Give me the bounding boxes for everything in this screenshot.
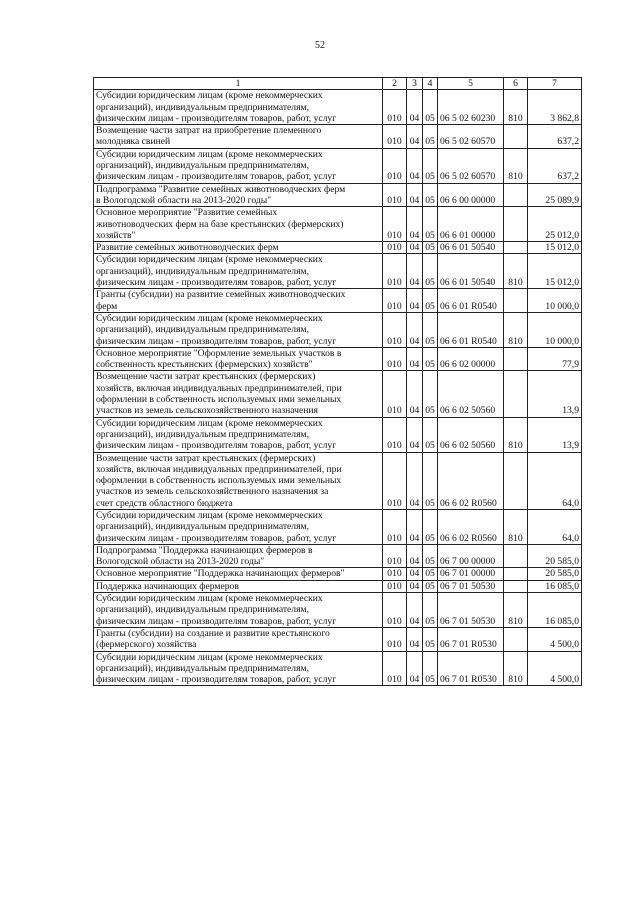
row-code-expense-type: [504, 289, 528, 313]
row-code-subsection: 05: [423, 544, 438, 568]
header-col-3: 3: [407, 78, 423, 90]
row-code-ministry: 010: [383, 289, 407, 313]
row-code-ministry: 010: [383, 417, 407, 452]
row-code-expense-type: [504, 452, 528, 509]
page-number: 52: [315, 40, 325, 51]
row-name: Основное мероприятие "Оформление земельных участков в собственность крестьянских (фермерских) хозяйств": [94, 347, 383, 371]
table-row: [94, 568, 582, 580]
row-code-target: 06 6 02 00000: [438, 347, 504, 371]
row-amount: 15 012,0: [528, 242, 582, 254]
table-row: [94, 544, 582, 568]
row-code-section: 04: [407, 183, 423, 207]
row-code-subsection: 05: [423, 651, 438, 686]
row-name: Субсидии юридическим лицам (кроме некоммерческих организаций), индивидуальным предпринимателям, физическим лицам - производителям товаров, работ, услуг: [94, 417, 383, 452]
row-code-subsection: 05: [423, 312, 438, 347]
table-row: [94, 347, 582, 371]
row-code-subsection: 05: [423, 568, 438, 580]
table-row: [94, 509, 582, 544]
row-code-subsection: 05: [423, 125, 438, 149]
row-code-section: 04: [407, 242, 423, 254]
row-amount: 77,9: [528, 347, 582, 371]
header-col-1: 1: [94, 78, 383, 90]
row-code-section: 04: [407, 627, 423, 651]
row-code-ministry: 010: [383, 452, 407, 509]
row-name: Субсидии юридическим лицам (кроме некоммерческих организаций), индивидуальным предпринимателям, физическим лицам - производителям товаров, работ, услуг: [94, 254, 383, 289]
row-code-ministry: 010: [383, 148, 407, 183]
row-code-expense-type: 810: [504, 254, 528, 289]
row-code-ministry: 010: [383, 207, 407, 242]
row-amount: 25 012,0: [528, 207, 582, 242]
row-code-section: 04: [407, 371, 423, 417]
row-code-subsection: 05: [423, 509, 438, 544]
row-amount: 10 000,0: [528, 312, 582, 347]
row-code-ministry: 010: [383, 371, 407, 417]
row-code-expense-type: [504, 347, 528, 371]
row-code-section: 04: [407, 417, 423, 452]
header-col-5: 5: [438, 78, 504, 90]
row-name: Возмещение части затрат крестьянских (фермерских) хозяйств, включая индивидуальных предпринимателей, при оформлении в собственность используемых ими земельных участков из земель сельскохозяйственного назначения за счет средств областного бюджета: [94, 452, 383, 509]
row-amount: 13,9: [528, 417, 582, 452]
table-body: [94, 90, 582, 686]
row-code-ministry: 010: [383, 242, 407, 254]
row-code-section: 04: [407, 651, 423, 686]
table-row: [94, 183, 582, 207]
row-code-ministry: 010: [383, 90, 407, 125]
row-code-section: 04: [407, 289, 423, 313]
row-name: Подпрограмма "Развитие семейных животноводческих ферм в Вологодской области на 2013-2020 годы": [94, 183, 383, 207]
row-code-subsection: 05: [423, 417, 438, 452]
row-code-subsection: 05: [423, 183, 438, 207]
row-name: Субсидии юридическим лицам (кроме некоммерческих организаций), индивидуальным предпринимателям, физическим лицам - производителям товаров, работ, услуг: [94, 148, 383, 183]
row-amount: 15 012,0: [528, 254, 582, 289]
budget-table: [93, 77, 582, 686]
row-code-subsection: 05: [423, 207, 438, 242]
table-row: [94, 452, 582, 509]
row-code-target: 06 6 02 50560: [438, 417, 504, 452]
row-amount: 16 085,0: [528, 580, 582, 592]
table-row: [94, 207, 582, 242]
row-code-target: 06 6 01 R0540: [438, 312, 504, 347]
row-code-target: 06 5 02 60570: [438, 125, 504, 149]
table-row: [94, 148, 582, 183]
row-code-section: 04: [407, 90, 423, 125]
row-code-expense-type: [504, 568, 528, 580]
row-code-target: 06 6 02 R0560: [438, 452, 504, 509]
row-code-expense-type: 810: [504, 651, 528, 686]
row-amount: 637,2: [528, 125, 582, 149]
row-name: Основное мероприятие "Развитие семейных животноводческих ферм на базе крестьянских (фермерских) хозяйств": [94, 207, 383, 242]
row-code-section: 04: [407, 254, 423, 289]
header-col-6: 6: [504, 78, 528, 90]
row-code-section: 04: [407, 580, 423, 592]
row-code-subsection: 05: [423, 254, 438, 289]
row-name: Субсидии юридическим лицам (кроме некоммерческих организаций), индивидуальным предпринимателям, физическим лицам - производителям товаров, работ, услуг: [94, 90, 383, 125]
row-code-ministry: 010: [383, 183, 407, 207]
row-name: Возмещение части затрат крестьянских (фермерских) хозяйств, включая индивидуальных предпринимателей, при оформлении в собственность используемых ими земельных участков из земель сельскохозяйственного назначения: [94, 371, 383, 417]
row-name: Возмещение части затрат на приобретение племенного молодняка свиней: [94, 125, 383, 149]
row-code-expense-type: [504, 242, 528, 254]
header-col-2: 2: [383, 78, 407, 90]
row-code-subsection: 05: [423, 289, 438, 313]
row-name: Субсидии юридическим лицам (кроме некоммерческих организаций), индивидуальным предпринимателям, физическим лицам - производителям товаров, работ, услуг: [94, 312, 383, 347]
row-code-target: 06 5 02 60570: [438, 148, 504, 183]
row-amount: 637,2: [528, 148, 582, 183]
row-name: Субсидии юридическим лицам (кроме некоммерческих организаций), индивидуальным предпринимателям, физическим лицам - производителям товаров, работ, услуг: [94, 593, 383, 628]
row-code-section: 04: [407, 452, 423, 509]
row-code-ministry: 010: [383, 125, 407, 149]
row-code-target: 06 7 00 00000: [438, 544, 504, 568]
row-code-expense-type: [504, 207, 528, 242]
row-code-target: 06 7 01 50530: [438, 593, 504, 628]
row-code-section: 04: [407, 509, 423, 544]
row-code-ministry: 010: [383, 312, 407, 347]
header-col-4: 4: [423, 78, 438, 90]
row-code-target: 06 6 01 00000: [438, 207, 504, 242]
row-code-subsection: 05: [423, 148, 438, 183]
row-code-subsection: 05: [423, 242, 438, 254]
row-code-ministry: 010: [383, 580, 407, 592]
row-amount: 10 000,0: [528, 289, 582, 313]
row-code-section: 04: [407, 593, 423, 628]
table-row: [94, 312, 582, 347]
row-code-target: 06 6 01 50540: [438, 254, 504, 289]
table-row: [94, 242, 582, 254]
row-code-target: 06 6 01 R0540: [438, 289, 504, 313]
row-code-target: 06 6 02 50560: [438, 371, 504, 417]
row-code-subsection: 05: [423, 627, 438, 651]
row-amount: 4 500,0: [528, 651, 582, 686]
row-name: Поддержка начинающих фермеров: [94, 580, 383, 592]
header-col-7: 7: [528, 78, 582, 90]
row-code-target: 06 5 02 60230: [438, 90, 504, 125]
row-code-ministry: 010: [383, 544, 407, 568]
table-row: [94, 417, 582, 452]
row-code-ministry: 010: [383, 509, 407, 544]
table-row: [94, 580, 582, 592]
row-code-expense-type: [504, 627, 528, 651]
row-code-section: 04: [407, 312, 423, 347]
table-row: [94, 90, 582, 125]
row-code-expense-type: [504, 183, 528, 207]
table-row: [94, 125, 582, 149]
table-header-row: [94, 78, 582, 90]
row-amount: 20 585,0: [528, 568, 582, 580]
table-row: [94, 254, 582, 289]
row-code-ministry: 010: [383, 593, 407, 628]
row-name: Основное мероприятие "Поддержка начинающих фермеров": [94, 568, 383, 580]
row-code-section: 04: [407, 125, 423, 149]
row-code-expense-type: 810: [504, 312, 528, 347]
row-amount: 16 085,0: [528, 593, 582, 628]
table-row: [94, 371, 582, 417]
row-amount: 4 500,0: [528, 627, 582, 651]
row-name: Субсидии юридическим лицам (кроме некоммерческих организаций), индивидуальным предпринимателям, физическим лицам - производителям товаров, работ, услуг: [94, 509, 383, 544]
row-code-target: 06 7 01 R0530: [438, 651, 504, 686]
row-amount: 64,0: [528, 452, 582, 509]
row-code-expense-type: [504, 580, 528, 592]
row-code-target: 06 6 00 00000: [438, 183, 504, 207]
row-code-target: 06 7 01 50530: [438, 580, 504, 592]
row-name: Подпрограмма "Поддержка начинающих фермеров в Вологодской области на 2013-2020 годы": [94, 544, 383, 568]
row-code-ministry: 010: [383, 627, 407, 651]
row-code-section: 04: [407, 544, 423, 568]
row-name: Развитие семейных животноводческих ферм: [94, 242, 383, 254]
row-code-subsection: 05: [423, 580, 438, 592]
row-code-expense-type: [504, 544, 528, 568]
row-amount: 13,9: [528, 371, 582, 417]
row-code-expense-type: 810: [504, 90, 528, 125]
row-amount: 20 585,0: [528, 544, 582, 568]
row-code-target: 06 6 01 50540: [438, 242, 504, 254]
row-name: Гранты (субсидии) на создание и развитие крестьянского (фермерского) хозяйства: [94, 627, 383, 651]
row-code-target: 06 7 01 R0530: [438, 627, 504, 651]
row-code-expense-type: 810: [504, 509, 528, 544]
row-code-expense-type: [504, 371, 528, 417]
row-code-subsection: 05: [423, 371, 438, 417]
row-code-section: 04: [407, 148, 423, 183]
row-amount: 3 862,8: [528, 90, 582, 125]
row-amount: 64,0: [528, 509, 582, 544]
row-code-ministry: 010: [383, 651, 407, 686]
table-row: [94, 651, 582, 686]
row-code-expense-type: 810: [504, 417, 528, 452]
row-code-section: 04: [407, 568, 423, 580]
row-code-expense-type: [504, 125, 528, 149]
table-row: [94, 627, 582, 651]
table-row: [94, 593, 582, 628]
row-code-expense-type: 810: [504, 593, 528, 628]
row-code-subsection: 05: [423, 452, 438, 509]
row-code-target: 06 7 01 00000: [438, 568, 504, 580]
row-name: Гранты (субсидии) на развитие семейных животноводческих ферм: [94, 289, 383, 313]
row-code-section: 04: [407, 347, 423, 371]
row-code-section: 04: [407, 207, 423, 242]
row-code-target: 06 6 02 R0560: [438, 509, 504, 544]
row-code-subsection: 05: [423, 90, 438, 125]
row-name: Субсидии юридическим лицам (кроме некоммерческих организаций), индивидуальным предпринимателям, физическим лицам - производителям товаров, работ, услуг: [94, 651, 383, 686]
row-code-subsection: 05: [423, 593, 438, 628]
row-code-subsection: 05: [423, 347, 438, 371]
row-code-ministry: 010: [383, 568, 407, 580]
row-amount: 25 089,9: [528, 183, 582, 207]
row-code-expense-type: 810: [504, 148, 528, 183]
row-code-ministry: 010: [383, 254, 407, 289]
table-row: [94, 289, 582, 313]
row-code-ministry: 010: [383, 347, 407, 371]
